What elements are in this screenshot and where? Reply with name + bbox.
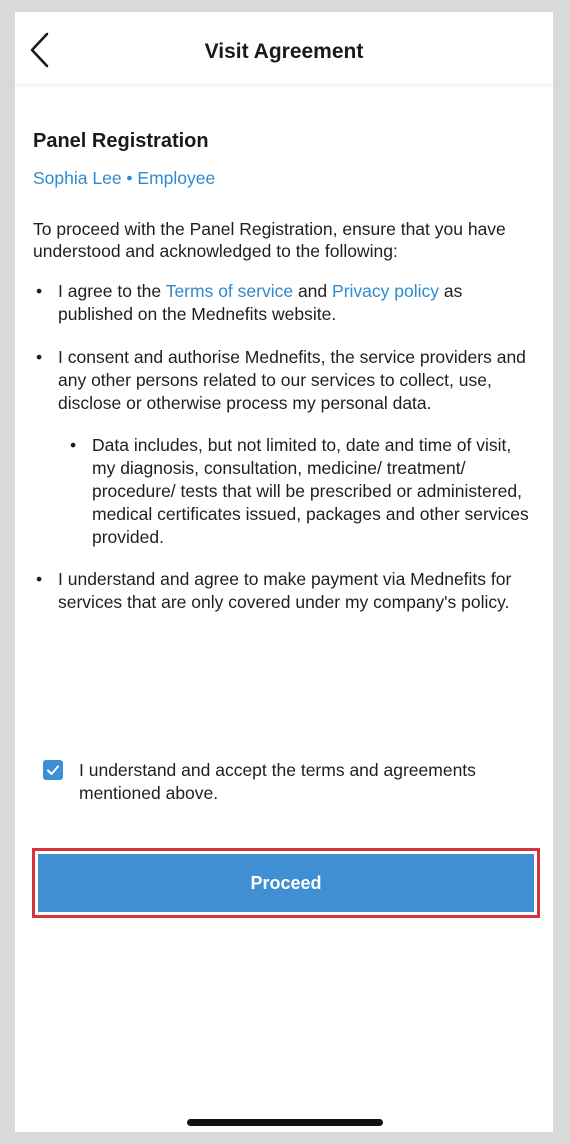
page-title: Visit Agreement (204, 40, 364, 63)
agreement-intro: To proceed with the Panel Registration, ensure that you have understood and acknowledged to the following: (33, 219, 506, 261)
app-header (15, 12, 553, 84)
agreement-item-text: I agree to the (58, 281, 166, 301)
member-info: Sophia Lee • Employee (33, 168, 216, 188)
agreement-item-text: I consent and authorise Mednefits, the service providers and any other persons related to our services to collect, use, disclose or otherwise process my personal data. (58, 347, 526, 413)
bullet-dot: • (36, 281, 43, 301)
agreement-item-consent (33, 346, 538, 415)
bullet-dot: • (36, 569, 43, 589)
home-indicator (187, 1119, 383, 1126)
checkmark-icon (43, 760, 63, 780)
registration-title: Panel Registration (33, 130, 209, 152)
terms-of-service-link[interactable]: Terms of service (165, 281, 294, 301)
agreement-content (33, 130, 538, 614)
agreement-item-text: Data includes, but not limited to, date and time of visit, my diagnosis, consultation, medicine/ treatment/ procedure/ tests that will be prescribed or administered, medical certificates issued, packages and other services provided. (92, 435, 529, 547)
consent-checkbox[interactable] (43, 760, 63, 780)
agreement-item-text: as published on the Mednefits website. (58, 281, 463, 324)
privacy-policy-link[interactable]: Privacy policy (332, 281, 439, 301)
agreement-subitem-data (67, 434, 538, 549)
proceed-highlight (32, 848, 540, 918)
agreement-item-terms (33, 280, 538, 326)
bullet-dot: • (36, 347, 43, 367)
bullet-dot: • (70, 435, 77, 455)
phone-screen (15, 12, 553, 1132)
agreement-item-text: and (293, 281, 333, 301)
agreement-list (33, 280, 538, 614)
agreement-item-text: I understand and agree to make payment via Mednefits for services that are only covered under my company's policy. (58, 569, 512, 612)
proceed-button[interactable]: Proceed (38, 854, 534, 912)
consent-label: I understand and accept the terms and agreements mentioned above. (79, 760, 476, 803)
agreement-item-payment (33, 568, 538, 614)
